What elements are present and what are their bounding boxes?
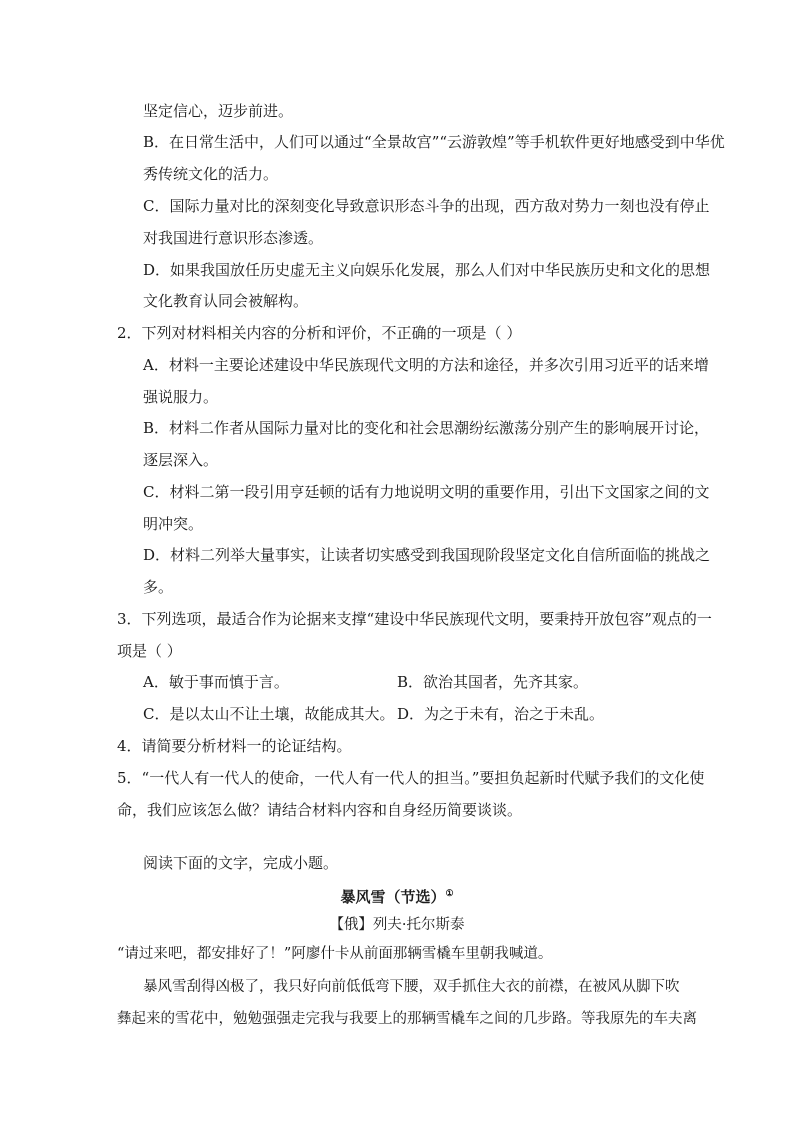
footnote-marker: ① <box>445 889 454 899</box>
q2-option-b-line2: 逐层深入。 <box>143 451 219 469</box>
passage-paragraph-1: “请过来吧，都安排好了！”阿廖什卡从前面那辆雪橇车里朝我喊道。 <box>117 946 553 962</box>
q2-option-a-line2: 强说服力。 <box>143 388 219 406</box>
passage-paragraph-2-line2: 彝起来的雪花中，勉勉强强走完我与我要上的那辆雪橇车之间的几步路。等我原先的车夫离 <box>117 1011 697 1027</box>
q1-option-c-line1: C．国际力量对比的深刻变化导致意识形态斗争的出现，西方敌对势力一刻也没有停止 <box>143 197 710 215</box>
passage-title-text: 暴风雪（节选） <box>340 888 446 906</box>
q2-option-d-line2: 多。 <box>143 578 174 596</box>
q1-option-d-line1: D．如果我国放任历史虚无主义向娱乐化发展，那么人们对中华民族历史和文化的思想 <box>143 261 711 279</box>
q2-option-c-line2: 明冲突。 <box>143 515 204 533</box>
q1-option-a-continuation: 坚定信心，迈步前进。 <box>143 102 294 120</box>
q3-stem-line1: 3．下列选项，最适合作为论据来支撑“建设中华民族现代文明，要秉持开放包容”观点的一 <box>117 610 712 628</box>
q4-stem: 4．请简要分析材料一的论证结构。 <box>117 737 352 755</box>
reading-instruction: 阅读下面的文字，完成小题。 <box>143 854 339 872</box>
q1-option-b-line2: 秀传统文化的活力。 <box>143 165 279 183</box>
q3-option-a: A．敏于事而慎于言。 <box>143 673 289 691</box>
passage-paragraph-2-line1: 暴风雪刮得凶极了，我只好向前低低弯下腰，双手抓住大衣的前襟，在被风从脚下吹 <box>143 979 680 995</box>
q2-option-c-line1: C．材料二第一段引用亨廷顿的话有力地说明文明的重要作用，引出下文国家之间的文 <box>143 483 710 501</box>
q2-option-d-line1: D．材料二列举大量事实，让读者切实感受到我国现阶段坚定文化自信所面临的挑战之 <box>143 546 711 564</box>
passage-title <box>0 884 794 907</box>
q2-option-a-line1: A．材料一主要论述建设中华民族现代文明的方法和途径，并多次引用习近平的话来增 <box>143 356 709 374</box>
q3-option-d: D．为之于未有，治之于未乱。 <box>397 705 605 723</box>
q3-stem-line2: 项是（ ） <box>117 642 182 660</box>
q5-stem-line2: 命，我们应该怎么做？请结合材料内容和自身经历简要谈谈。 <box>117 801 523 819</box>
q3-option-c: C．是以太山不让土壤，故能成其大。 <box>143 705 395 723</box>
q2-stem: 2．下列对材料相关内容的分析和评价，不正确的一项是（ ） <box>117 324 522 342</box>
q3-option-b: B．欲治其国者，先齐其家。 <box>397 673 589 691</box>
q1-option-d-line2: 文化教育认同会被解构。 <box>143 292 309 310</box>
q2-option-b-line1: B．材料二作者从国际力量对比的变化和社会思潮纷纭激荡分别产生的影响展开讨论， <box>143 419 710 437</box>
q5-stem-line1: 5．“一代人有一代人的使命，一代人有一代人的担当。”要担负起新时代赋予我们的文化使 <box>117 769 705 787</box>
q1-option-b-line1: B．在日常生活中，人们可以通过“全景故宫”“云游敦煌”等手机软件更好地感受到中华优 <box>143 133 725 151</box>
passage-author: 【俄】列夫·托尔斯泰 <box>329 917 465 933</box>
q1-option-c-line2: 对我国进行意识形态渗透。 <box>143 229 324 247</box>
